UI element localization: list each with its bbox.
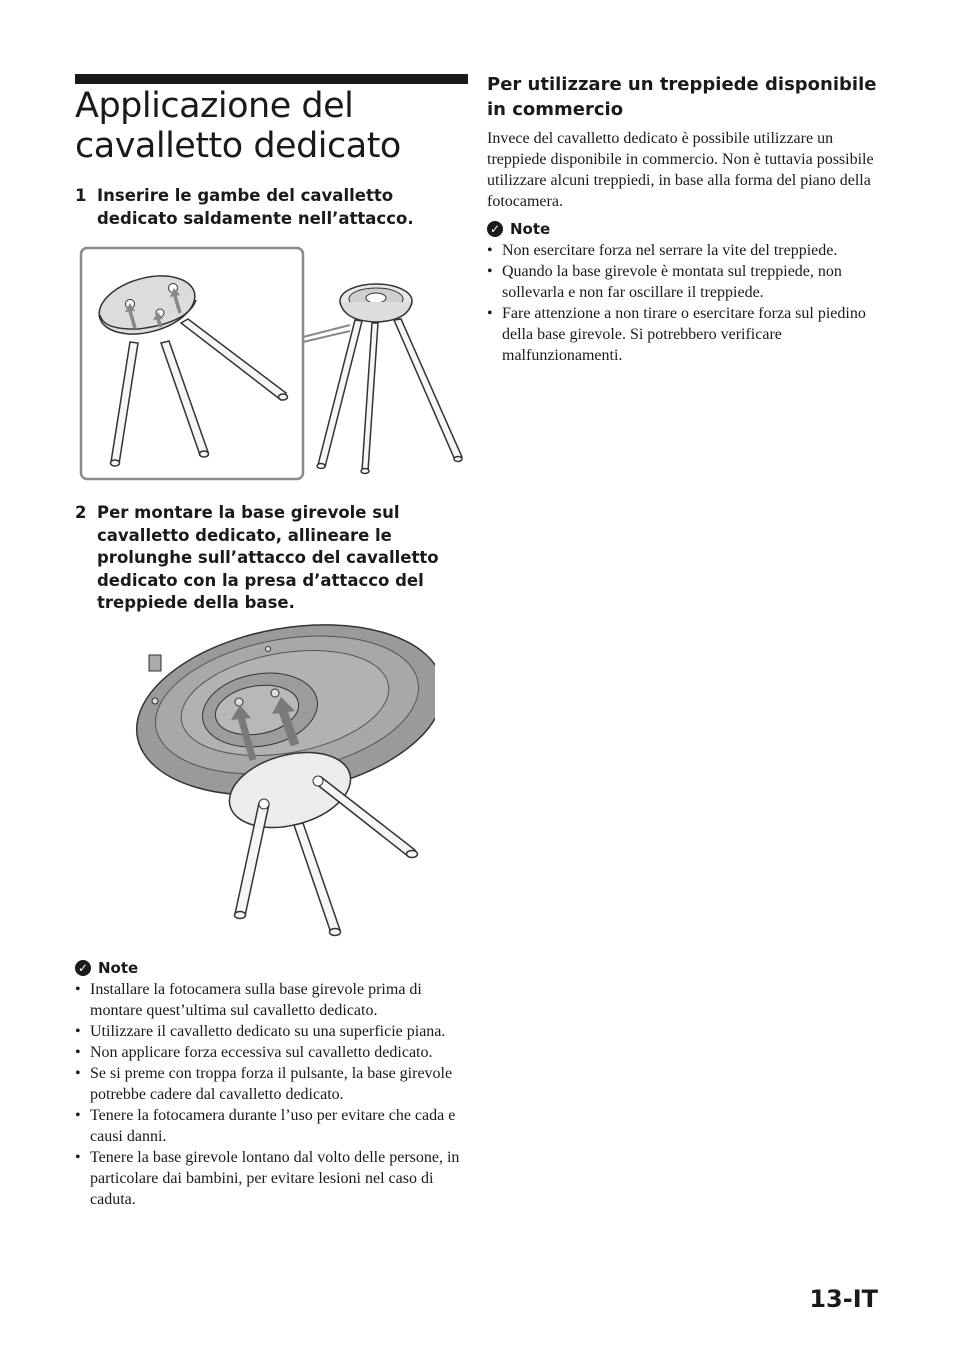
- list-item: • Non applicare forza eccessiva sul cavalletto dedicato.: [75, 1042, 470, 1063]
- list-item: • Se si preme con troppa forza il pulsante, la base girevole potrebbe cadere dal cavalletto dedicato.: [75, 1063, 470, 1105]
- base-mounting-illustration: [135, 605, 435, 945]
- left-note-heading-row: [75, 958, 470, 978]
- left-note: [75, 958, 470, 1210]
- list-item: • Utilizzare il cavalletto dedicato su una superficie piana.: [75, 1021, 470, 1042]
- right-note-heading-row: [487, 219, 882, 239]
- section-paragraph: Invece del cavalletto dedicato è possibile utilizzare un treppiede disponibile in commercio. Non è tuttavia possibile utilizzare alcuni treppiedi, in base alla forma del piano della fotocamera.: [487, 130, 874, 210]
- list-item: • Tenere la fotocamera durante l’uso per evitare che cada e causi danni.: [75, 1105, 470, 1147]
- note-icon: ✓: [487, 221, 503, 237]
- title-rule: [75, 74, 468, 84]
- page-number: 13-IT: [809, 1285, 878, 1313]
- list-item: • Tenere la base girevole lontano dal volto delle persone, in particolare dai bambini, per evitare lesioni nel caso di caduta.: [75, 1147, 470, 1210]
- list-item: • Quando la base girevole è montata sul treppiede, non sollevarla e non far oscillare il treppiede.: [487, 261, 882, 303]
- list-item: • Non esercitare forza nel serrare la vite del treppiede.: [487, 240, 882, 261]
- step-1-number: 1: [75, 186, 87, 205]
- left-note-list: [75, 979, 470, 1210]
- page-title: Applicazione del cavalletto dedicato: [75, 86, 401, 166]
- note-icon: ✓: [75, 960, 91, 976]
- step-2-number: 2: [75, 503, 87, 522]
- right-note: [487, 219, 882, 366]
- step-1-text: Inserire le gambe del cavalletto dedicato saldamente nell’attacco.: [97, 186, 414, 228]
- list-item: • Fare attenzione a non tirare o esercitare forza sul piedino della base girevole. Si potrebbero verificare malfunzionamenti.: [487, 303, 882, 366]
- stand-legs-illustration: [78, 245, 470, 485]
- left-note-heading: Note: [98, 959, 139, 977]
- section-heading: Per utilizzare un treppiede disponibile in commercio: [487, 74, 877, 120]
- right-note-list: [487, 240, 882, 366]
- step-2-text: Per montare la base girevole sul cavalletto dedicato, allineare le prolunghe sull’attacco del cavalletto dedicato con la presa d’attacco del treppiede della base.: [97, 503, 439, 612]
- right-note-heading: Note: [510, 220, 551, 238]
- list-item: • Installare la fotocamera sulla base girevole prima di montare quest’ultima sul cavalletto dedicato.: [75, 979, 470, 1021]
